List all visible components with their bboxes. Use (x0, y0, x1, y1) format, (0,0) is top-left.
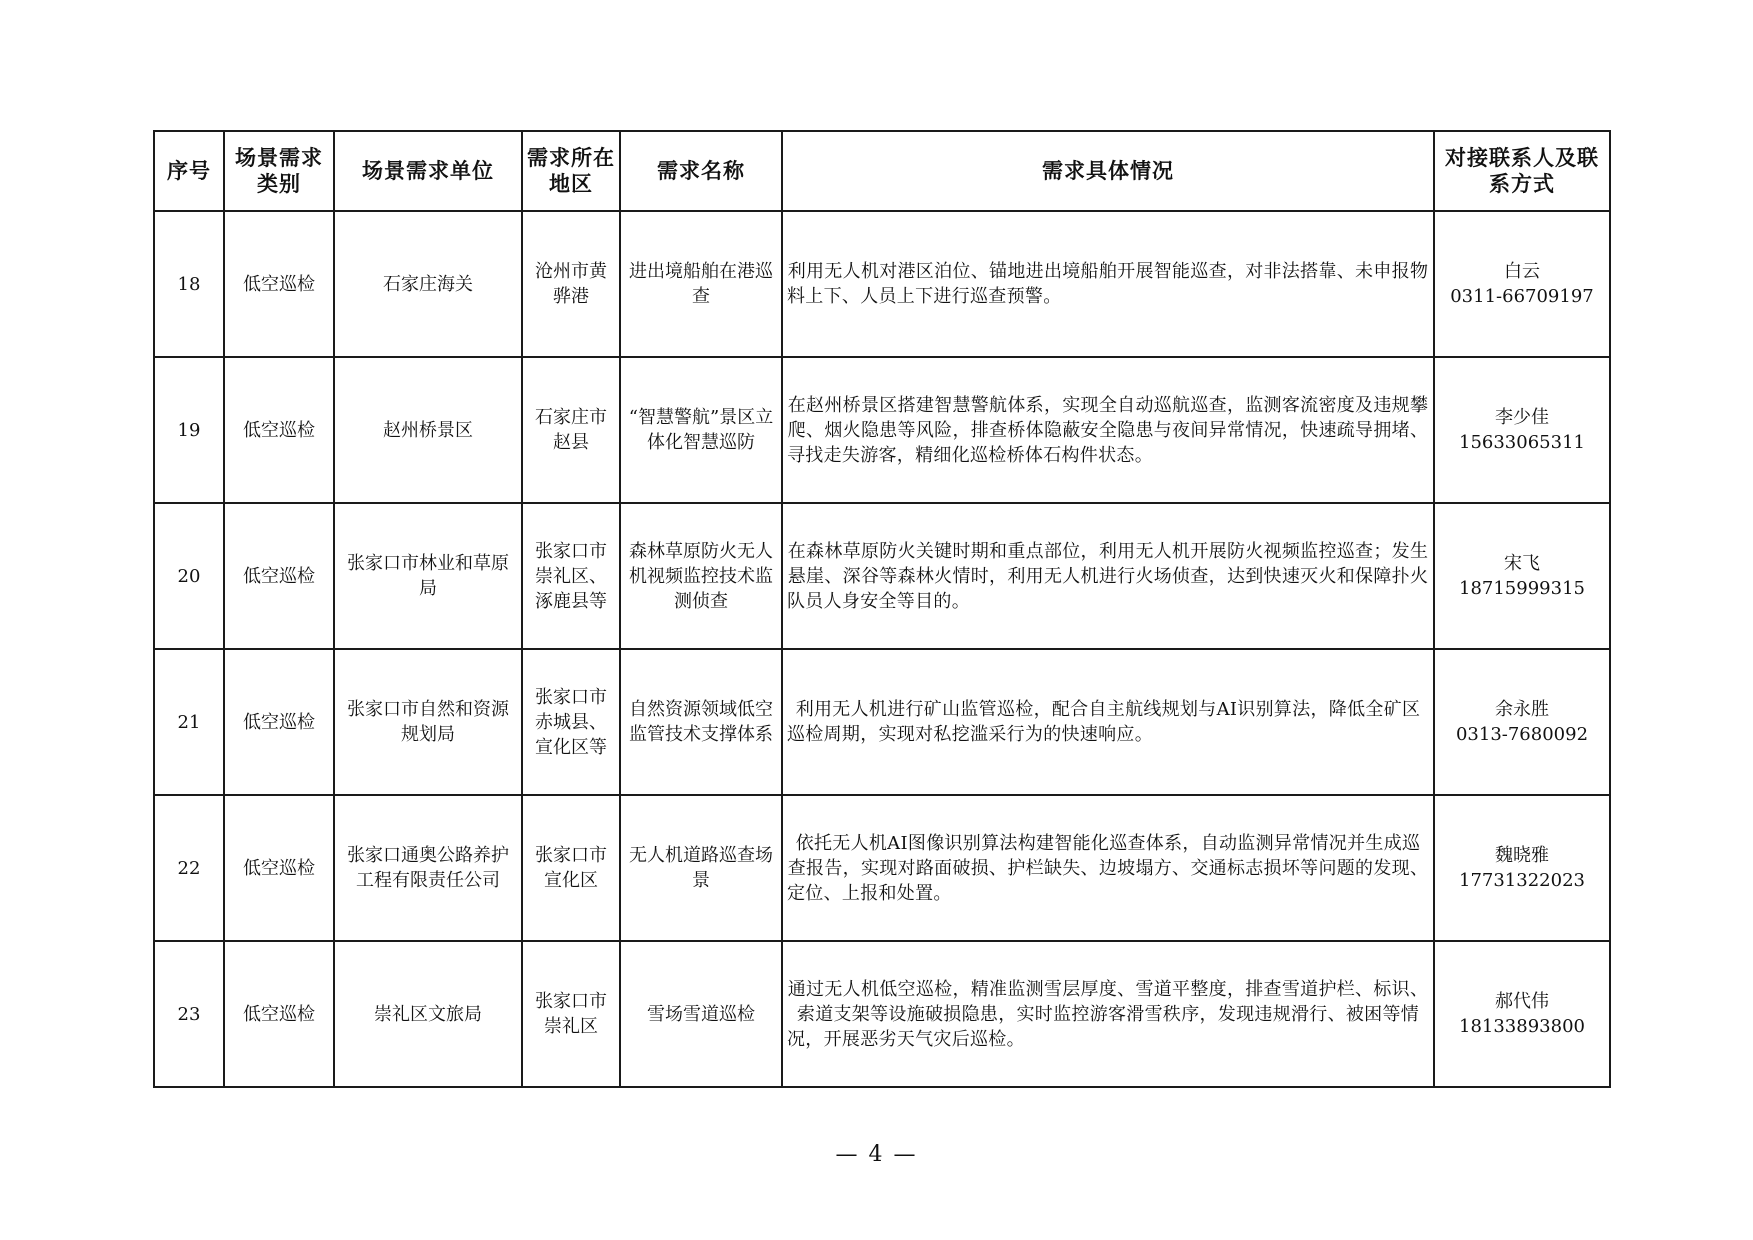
contact-name: 李少佳 (1495, 407, 1549, 428)
cell-contact (1434, 941, 1610, 1087)
requirements-table (153, 130, 1611, 1088)
cell-name: 自然资源领域低空监管技术支撑体系 (620, 649, 782, 795)
contact-phone: 0313-7680092 (1455, 724, 1589, 745)
cell-detail: 在森林草原防火关键时期和重点部位，利用无人机开展防火视频监控巡查；发生悬崖、深谷等森林火情时，利用无人机进行火场侦查，达到快速灭火和保障扑火队员人身安全等目的。 (782, 503, 1434, 649)
table-row (154, 357, 1610, 503)
contact-phone: 17731322023 (1459, 870, 1585, 891)
cell-contact (1434, 795, 1610, 941)
cell-region: 张家口市赤城县、宣化区等 (522, 649, 620, 795)
header-category: 场景需求类别 (224, 131, 334, 211)
cell-name: “智慧警航”景区立体化智慧巡防 (620, 357, 782, 503)
header-unit: 场景需求单位 (334, 131, 522, 211)
contact-phone: 18133893800 (1459, 1016, 1585, 1037)
header-region: 需求所在地区 (522, 131, 620, 211)
page-number: — 4 — (835, 1142, 918, 1167)
cell-unit: 张家口通奥公路养护工程有限责任公司 (334, 795, 522, 941)
cell-category: 低空巡检 (224, 649, 334, 795)
cell-category: 低空巡检 (224, 503, 334, 649)
cell-seq: 22 (154, 795, 224, 941)
cell-name: 无人机道路巡查场景 (620, 795, 782, 941)
contact-phone: 18715999315 (1459, 578, 1585, 599)
cell-category: 低空巡检 (224, 795, 334, 941)
cell-name: 进出境船舶在港巡查 (620, 211, 782, 357)
cell-seq: 21 (154, 649, 224, 795)
cell-region: 沧州市黄骅港 (522, 211, 620, 357)
cell-detail: 在赵州桥景区搭建智慧警航体系，实现全自动巡航巡查，监测客流密度及违规攀爬、烟火隐患等风险，排查桥体隐蔽安全隐患与夜间异常情况，快速疏导拥堵、寻找走失游客，精细化巡检桥体石构件状态。 (782, 357, 1434, 503)
cell-seq: 19 (154, 357, 224, 503)
cell-seq: 18 (154, 211, 224, 357)
cell-seq: 23 (154, 941, 224, 1087)
cell-unit: 赵州桥景区 (334, 357, 522, 503)
table-header (154, 131, 1610, 211)
contact-name: 宋飞 (1504, 553, 1540, 574)
header-detail: 需求具体情况 (782, 131, 1434, 211)
cell-contact (1434, 503, 1610, 649)
table-row (154, 795, 1610, 941)
header-name: 需求名称 (620, 131, 782, 211)
table-row (154, 211, 1610, 357)
cell-unit: 崇礼区文旅局 (334, 941, 522, 1087)
cell-contact (1434, 211, 1610, 357)
contact-name: 余永胜 (1495, 699, 1549, 720)
table-row (154, 503, 1610, 649)
cell-name: 雪场雪道巡检 (620, 941, 782, 1087)
contact-phone: 0311-66709197 (1450, 286, 1594, 307)
contact-phone: 15633065311 (1459, 432, 1585, 453)
cell-category: 低空巡检 (224, 211, 334, 357)
cell-seq: 20 (154, 503, 224, 649)
header-contact: 对接联系人及联系方式 (1434, 131, 1610, 211)
cell-region: 张家口市宣化区 (522, 795, 620, 941)
cell-region: 张家口市崇礼区 (522, 941, 620, 1087)
header-row (154, 131, 1610, 211)
table-row (154, 649, 1610, 795)
cell-contact (1434, 649, 1610, 795)
table-body (154, 211, 1610, 1087)
cell-detail: 依托无人机AI图像识别算法构建智能化巡查体系，自动监测异常情况并生成巡查报告，实现对路面破损、护栏缺失、边坡塌方、交通标志损坏等问题的发现、定位、上报和处置。 (782, 795, 1434, 941)
cell-category: 低空巡检 (224, 357, 334, 503)
cell-region: 石家庄市赵县 (522, 357, 620, 503)
cell-detail: 利用无人机对港区泊位、锚地进出境船舶开展智能巡查，对非法搭靠、未申报物料上下、人员上下进行巡查预警。 (782, 211, 1434, 357)
contact-name: 郝代伟 (1495, 991, 1549, 1012)
cell-category: 低空巡检 (224, 941, 334, 1087)
table-row (154, 941, 1610, 1087)
cell-detail: 利用无人机进行矿山监管巡检，配合自主航线规划与AI识别算法，降低全矿区巡检周期，实现对私挖滥采行为的快速响应。 (782, 649, 1434, 795)
cell-name: 森林草原防火无人机视频监控技术监测侦查 (620, 503, 782, 649)
cell-unit: 石家庄海关 (334, 211, 522, 357)
cell-unit: 张家口市林业和草原局 (334, 503, 522, 649)
cell-detail: 通过无人机低空巡检，精准监测雪层厚度、雪道平整度，排查雪道护栏、标识、索道支架等设施破损隐患，实时监控游客滑雪秩序，发现违规滑行、被困等情况，开展恶劣天气灾后巡检。 (782, 941, 1434, 1087)
cell-region: 张家口市崇礼区、涿鹿县等 (522, 503, 620, 649)
header-seq: 序号 (154, 131, 224, 211)
cell-contact (1434, 357, 1610, 503)
contact-name: 魏晓雅 (1495, 845, 1549, 866)
cell-unit: 张家口市自然和资源规划局 (334, 649, 522, 795)
contact-name: 白云 (1504, 261, 1540, 282)
